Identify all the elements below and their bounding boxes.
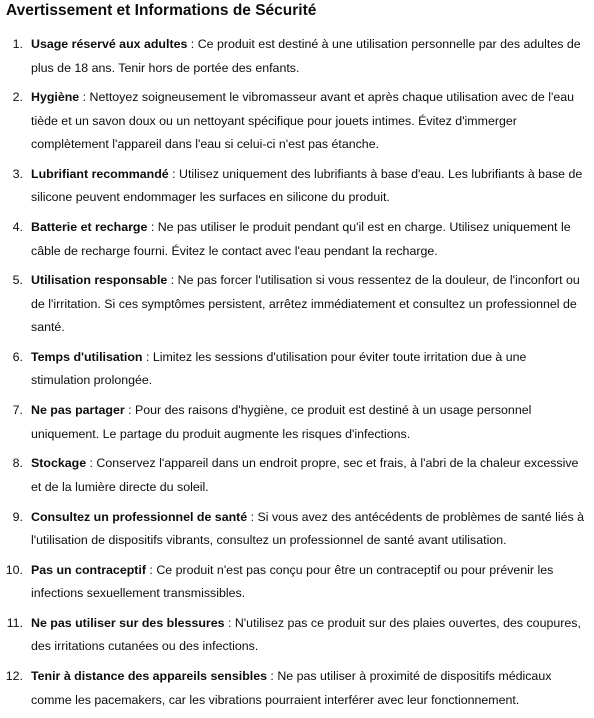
list-item-text: N'utilisez pas ce produit sur des plaies ouvertes, des coupures, des irritations cutanées ou des infections. [31,615,581,654]
list-item-number: 3. [12,166,23,181]
list-item-number: 7. [12,403,23,418]
list-item-text: Utilisez uniquement des lubrifiants à base d'eau. Les lubrifiants à base de silicone peuvent endommager les surfaces en silicone du produit. [31,166,583,205]
list-item-separator: : [142,349,153,364]
list-item-text: Ce produit n'est pas conçu pour être un contraceptif ou pour prévenir les infections sexuellement transmissibles. [31,562,554,601]
list-item-separator: : [145,562,157,577]
list-item-text: Ne pas utiliser à proximité de dispositifs médicaux comme les pacemakers, car les vibrations pourraient interférer avec leur fonctionnement. [31,669,552,707]
list-item-term: Utilisation responsable [31,273,168,288]
list-item [0,399,594,446]
list-item-term: Ne pas utiliser sur des blessures [31,615,225,630]
list-item-separator: : [168,166,180,181]
list-item [0,452,594,499]
list-item [0,86,594,157]
list-item-text: Nettoyez soigneusement le vibromasseur avant et après chaque utilisation avec de l'eau tiède et un savon doux ou un nettoyant spécifique pour jouets intimes. Évitez d'immerger complètement l'appareil dans l'eau si celui-ci n'est pas étanche. [31,90,575,152]
list-item [0,665,594,712]
list-item-number: 11. [6,615,23,630]
list-item-separator: : [187,37,198,51]
list-item [0,216,594,263]
list-item-term: Batterie et recharge [31,220,148,235]
list-item-term: Consultez un professionnel de santé [31,509,248,524]
list-item-number: 5. [12,273,23,288]
list-item-text: Limitez les sessions d'utilisation pour éviter toute irritation due à une stimulation prolongée. [31,349,527,388]
list-item-text: Ne pas forcer l'utilisation si vous ressentez de la douleur, de l'inconfort ou de l'irritation. Si ces symptômes persistent, arrêtez immédiatement et consultez un professionnel de santé. [31,273,580,335]
list-item-text: Pour des raisons d'hygiène, ce produit est destiné à un usage personnel uniquement. Le partage du produit augmente les risques d'infections. [31,403,532,441]
list-item-number: 10. [5,562,23,577]
list-item-term: Tenir à distance des appareils sensibles [31,669,267,684]
list-item-number: 9. [12,509,23,524]
list-item [0,559,594,606]
list-item [0,346,594,393]
list-item-term: Usage réservé aux adultes [31,37,188,51]
list-item-term: Pas un contraceptif [31,562,146,577]
list-item-term: Hygiène [31,90,80,105]
list-item [0,33,594,80]
list-item-term: Lubrifiant recommandé [31,166,169,181]
list-item-separator: : [86,456,97,471]
list-item-number: 8. [12,456,23,471]
list-item-separator: : [79,90,90,105]
list-item-term: Stockage [31,456,87,471]
list-item [0,506,594,553]
list-item-term: Ne pas partager [31,403,125,418]
list-item-term: Temps d'utilisation [31,349,143,364]
list-item [0,269,594,340]
list-item-separator: : [266,669,278,684]
list-item-text: Si vous avez des antécédents de problèmes de santé liés à l'utilisation de dispositifs vibrants, consultez un professionnel de santé avant utilisation. [31,509,585,547]
list-item-number: 4. [12,220,23,235]
list-item-separator: : [124,403,135,418]
list-item-text: Ne pas utiliser le produit pendant qu'il est en charge. Utilisez uniquement le câble de recharge fourni. Évitez le contact avec l'eau pendant la recharge. [31,220,571,258]
list-item [0,612,594,659]
list-item-number: 1. [12,37,23,51]
safety-list [0,33,594,718]
list-item-separator: : [247,509,258,524]
list-item-number: 2. [12,90,23,105]
list-item-number: 6. [12,349,23,364]
page-title: Avertissement et Informations de Sécurité [6,2,317,19]
list-item-text: Ce produit est destiné à une utilisation personnelle par des adultes de plus de 18 ans. Tenir hors de portée des enfants. [31,37,581,75]
list-item-text: Conservez l'appareil dans un endroit propre, sec et frais, à l'abri de la chaleur excessive et de la lumière directe du soleil. [31,456,579,494]
list-item-separator: : [224,615,235,630]
list-item-separator: : [147,220,158,235]
list-item-separator: : [167,273,178,288]
list-item [0,163,594,210]
list-item-number: 12. [5,669,23,684]
